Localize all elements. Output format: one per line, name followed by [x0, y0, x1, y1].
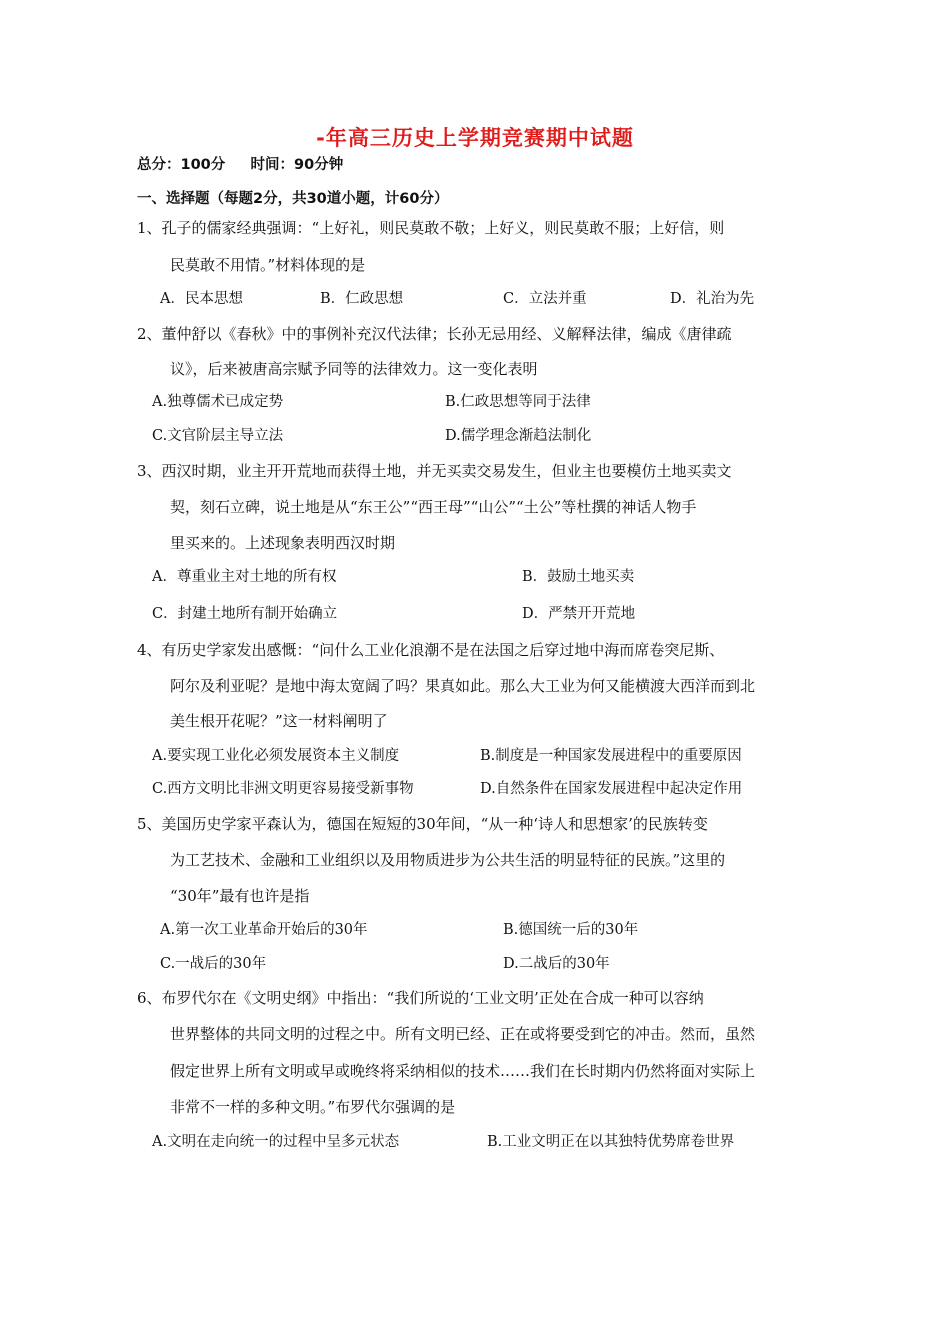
question-5-line-2: 为工艺技术、金融和工业组织以及用物质进步为公共生活的明显特征的民族。”这里的: [170, 851, 726, 869]
exam-meta: [137, 153, 343, 174]
question-5-line-3: “30年”最有也许是指: [170, 887, 310, 905]
question-2-option-d: D.儒学理念渐趋法制化: [445, 428, 592, 444]
question-6-line-2: 世界整体的共同文明的过程之中。所有文明已经、正在或将要受到它的冲击。然而，虽然: [170, 1025, 756, 1043]
question-4-option-a: A.要实现工业化必须发展资本主义制度: [152, 748, 400, 764]
question-6-line-4: 非常不一样的多种文明。”布罗代尔强调的是: [170, 1098, 456, 1116]
question-5-option-c: C.一战后的30年: [160, 956, 267, 972]
question-3-option-b: B．鼓励土地买卖: [522, 569, 635, 585]
question-6-option-b: B.工业文明正在以其独特优势席卷世界: [487, 1134, 735, 1150]
question-1-option-d: D．礼治为先: [670, 291, 755, 307]
question-5-option-a: A.第一次工业革命开始后的30年: [160, 922, 368, 938]
question-4-option-c: C.西方文明比非洲文明更容易接受新事物: [152, 781, 414, 797]
section-heading: 一、选择题（每题2分，共30道小题，计60分）: [137, 191, 449, 207]
question-4-option-b: B.制度是一种国家发展进程中的重要原因: [480, 748, 742, 764]
question-3-option-c: C．封建土地所有制开始确立: [152, 606, 338, 622]
question-4-line-2: 阿尔及利亚呢？是地中海太宽阔了吗？果真如此。那么大工业为何又能横渡大西洋而到北: [170, 677, 756, 695]
question-4-option-d: D.自然条件在国家发展进程中起决定作用: [480, 781, 743, 797]
question-6-line-3: 假定世界上所有文明或早或晚终将采纳相似的技术……我们在长时期内仍然将面对实际上: [170, 1062, 756, 1080]
question-4-line-1: 4、有历史学家发出感慨：“问什么工业化浪潮不是在法国之后穿过地中海而席卷突尼斯、: [137, 641, 725, 659]
question-1-option-c: C．立法并重: [503, 291, 587, 307]
question-1-line-1: 1、孔子的儒家经典强调：“上好礼，则民莫敢不敬；上好义，则民莫敢不服；上好信，则: [137, 219, 725, 237]
question-3-option-a: A．尊重业主对土地的所有权: [152, 569, 337, 585]
question-2-option-b: B.仁政思想等同于法律: [445, 394, 591, 410]
question-3-line-3: 里买来的。上述现象表明西汉时期: [170, 534, 396, 552]
question-3-line-1: 3、西汉时期，业主开开荒地而获得土地，并无买卖交易发生，但业主也要模仿土地买卖文: [137, 462, 732, 480]
page-title: -年高三历史上学期竞赛期中试题: [316, 126, 634, 150]
question-2-line-2: 议》，后来被唐高宗赋予同等的法律效力。这一变化表明: [170, 360, 538, 378]
question-5-option-b: B.德国统一后的30年: [503, 922, 639, 938]
question-1-line-2: 民莫敢不用情。”材料体现的是: [170, 256, 366, 274]
question-6-line-1: 6、布罗代尔在《文明史纲》中指出：“我们所说的‘工业文明’正处在合成一种可以容纳: [137, 989, 704, 1007]
question-3-option-d: D．严禁开开荒地: [522, 606, 636, 622]
question-6-option-a: A.文明在走向统一的过程中呈多元状态: [152, 1134, 400, 1150]
question-4-line-3: 美生根开花呢？”这一材料阐明了: [170, 712, 388, 730]
question-2-option-c: C.文官阶层主导立法: [152, 428, 284, 444]
question-5-line-1: 5、美国历史学家平森认为，德国在短短的30年间，“从一种‘诗人和思想家’的民族转变: [137, 815, 708, 833]
exam-time: 时间：90分钟: [250, 157, 344, 173]
question-3-line-2: 契，刻石立碑，说土地是从“东王公”“西王母”“山公”“土公”等杜撰的神话人物手: [170, 498, 697, 516]
total-score: 总分：100分: [137, 157, 226, 173]
question-2-line-1: 2、董仲舒以《春秋》中的事例补充汉代法律；长孙无忌用经、义解释法律，编成《唐律疏: [137, 325, 732, 343]
question-1-option-b: B．仁政思想: [320, 291, 404, 307]
question-5-option-d: D.二战后的30年: [503, 956, 610, 972]
question-2-option-a: A.独尊儒术已成定势: [152, 394, 284, 410]
question-1-option-a: A．民本思想: [160, 291, 243, 307]
